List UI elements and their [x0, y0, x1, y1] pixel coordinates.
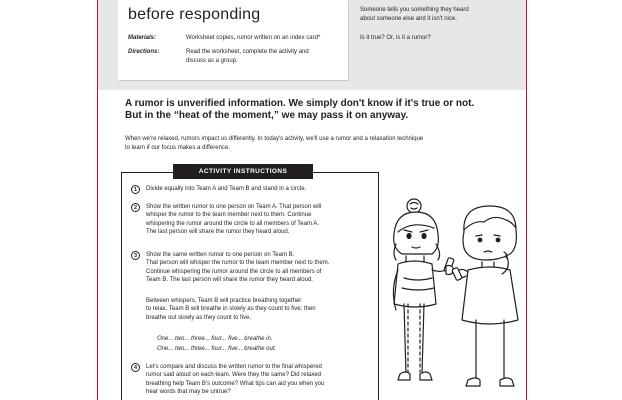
step-4 [131, 363, 371, 397]
breathing-instructions [146, 297, 371, 322]
directions-label: Directions: [128, 49, 160, 55]
step-line: rumor said aloud on each team. Were they the same? Did relaxed [146, 372, 321, 379]
scenario-text [360, 6, 510, 23]
step-line: Continue whispering the rumor around the circle to all members of [146, 268, 322, 275]
breathing-line: breathe out slowly as they count to five. [146, 314, 252, 321]
scenario-line: about someone else and it isn't nice. [360, 15, 457, 22]
count-breathe-in: One... two... three... four... five... breathe in. [157, 336, 273, 342]
step-line: Team B. The last person will share the rumor they heard aloud. [146, 277, 313, 284]
step-line: whisper the rumor to the team member next to them. Continue [146, 212, 312, 219]
intro-line: When we're relaxed, rumors impact us differently. In today's activity, we'll use a rumor and a relaxation technique [125, 136, 424, 142]
step-line: Show the same written rumor to one person on Team B. [146, 252, 295, 258]
count-breathe-out: One... two... three... four... five... breathe out. [157, 346, 277, 352]
boy-figure [452, 206, 518, 386]
step-line: Divide equally into Team A and Team B and stand in a circle. [146, 186, 307, 192]
rumor-headline [125, 98, 510, 122]
step-line: breathing help Team B's outcome? What tips can aid you when you [146, 380, 325, 387]
step-line: whispering the rumor around the circle to all members of Team A. [146, 220, 319, 227]
step-number: 2 [131, 203, 140, 212]
card-title: before responding [128, 6, 261, 23]
scenario-line: Someone tells you something they heard [360, 7, 469, 13]
step-number: 4 [131, 363, 140, 372]
instructions-header: ACTIVITY INSTRUCTIONS [173, 164, 313, 179]
materials-value: Worksheet copies, rumor written on an index card* [186, 35, 321, 41]
breathing-line: Between whispers, Team B will practice breathing together [146, 298, 302, 304]
materials-row [128, 34, 341, 43]
intro-line: to learn if our focus makes a difference. [125, 144, 230, 151]
step-3 [131, 251, 371, 285]
breathing-line: to relax. Team B will breathe in slowly as they count to five; then [146, 306, 316, 313]
step-line: Let's compare and discuss the written rumor to the final whispered [146, 364, 322, 370]
scenario-question: Is it true? Or, is it a rumor? [360, 35, 431, 41]
headline-line: But in the “heat of the moment,” we may pass it on anyway. [125, 110, 409, 121]
step-number: 1 [131, 185, 140, 194]
kids-whispering-illustration [384, 192, 524, 400]
directions-line: discuss as a group. [186, 57, 238, 64]
step-2 [131, 203, 371, 237]
materials-label: Materials: [128, 35, 157, 41]
step-line: That person will whisper the rumor to the team member next to them. [146, 260, 330, 267]
directions-line: Read the worksheet, complete the activity and [186, 49, 309, 55]
step-line: hear words that may be untrue? [146, 389, 231, 396]
intro-paragraph [125, 135, 505, 152]
girl-figure [393, 199, 454, 380]
title-card [118, 0, 348, 80]
step-number: 3 [131, 251, 140, 260]
headline-line: A rumor is unverified information. We simply don't know if it's true or not. [125, 98, 475, 109]
step-line: The last person will share the rumor they heard aloud. [146, 229, 290, 236]
step-line: Show the written rumor to one person on Team A. That person will [146, 204, 322, 210]
step-1 [131, 185, 371, 193]
directions-row [128, 48, 341, 65]
